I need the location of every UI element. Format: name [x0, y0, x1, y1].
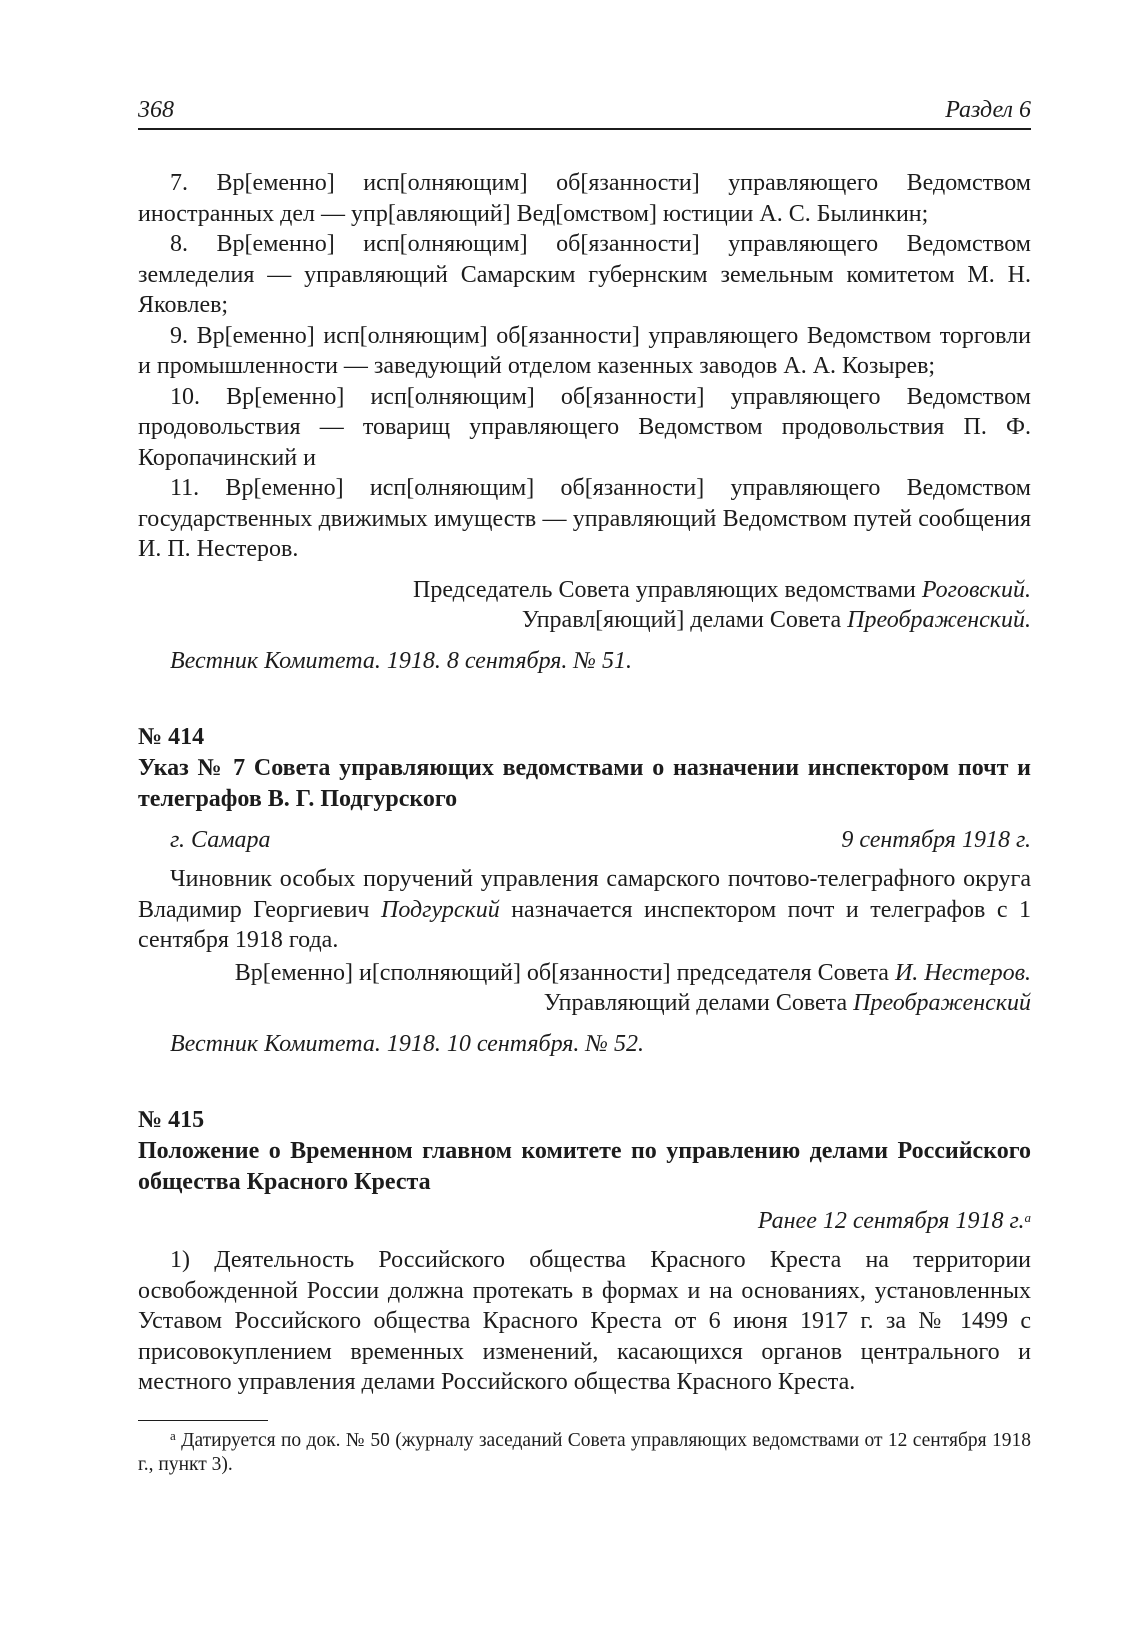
- signatory-name: Преображенский: [853, 990, 1031, 1016]
- signature-line: [138, 988, 1031, 1019]
- signature-block-414: [138, 958, 1031, 1019]
- signatory-role: Управляющий делами Совета: [543, 990, 848, 1016]
- document-date: Ранее 12 сентября 1918 г.: [757, 1207, 1025, 1234]
- running-header: [138, 84, 1031, 130]
- document-text: [138, 864, 1031, 956]
- page-number: 368: [138, 97, 174, 123]
- document-title: Положение о Временном главном комитете по управлению делами Российского общества Красного Креста: [138, 1137, 1031, 1195]
- signatory-name: Роговский.: [921, 576, 1031, 603]
- document-date: 9 сентября 1918 г.: [841, 826, 1031, 853]
- signatory-name: Преображенский.: [847, 607, 1031, 633]
- footnote: [138, 1429, 1031, 1477]
- footnote-marker: а: [1024, 1209, 1031, 1225]
- list-item-7: 7. Вр[еменно] исп[олняющим] об[язанности] управляющего Ведомством иностранных дел — упр[авляющий] Вед[омством] юстиции А. С. Былинкин;: [138, 170, 1031, 227]
- text-part: назначается инспектором почт и телеграфов с 1 сентября 1918 года.: [138, 896, 1031, 953]
- document-page: [138, 84, 1031, 1477]
- list-item-10: 10. Вр[еменно] исп[олняющим] об[язанности] управляющего Ведомством продовольствия — товарищ управляющего Ведомством продовольствия П. Ф. Коропачинский и: [138, 383, 1031, 471]
- section-title: Раздел 6: [945, 97, 1031, 123]
- source-citation-413: Вестник Комитета. 1918. 8 сентября. № 51.: [170, 647, 633, 674]
- document-text: 1) Деятельность Российского общества Красного Креста на территории освобожденной России должна протекать в формах и на основаниях, установленных Уставом Российского общества Красного Креста от 6 июня 1917 г. за № 1499 с присовокуплением временных изменений, касающихся органов центрального и местного управления делами Российского общества Красного Креста.: [138, 1247, 1031, 1395]
- document-number: № 415: [138, 1107, 205, 1133]
- signature-line: [138, 575, 1031, 606]
- document-title: Указ № 7 Совета управляющих ведомствами о назначении инспектором почт и телеграфов В. Г. Подгурского: [138, 754, 1031, 812]
- person-name: Подгурский: [380, 896, 500, 923]
- appointment-list: [138, 168, 1031, 565]
- document-place: г. Самара: [170, 826, 271, 853]
- document-number: № 414: [138, 724, 205, 750]
- footnote-marker: а: [170, 1427, 176, 1443]
- signature-block-413: [138, 575, 1031, 636]
- list-item-9: 9. Вр[еменно] исп[олняющим] об[язанности] управляющего Ведомством торговли и промышленности — заведующий отделом казенных заводов А. А. Козырев;: [138, 322, 1031, 379]
- list-item-11: 11. Вр[еменно] исп[олняющим] об[язанности] управляющего Ведомством государственных движимых имуществ — управляющий Ведомством путей сообщения И. П. Нестеров.: [138, 475, 1031, 562]
- signatory-name: И. Нестеров.: [894, 959, 1031, 986]
- document-414: [138, 722, 1031, 1059]
- signatory-role: Председатель Совета управляющих ведомствами: [413, 576, 916, 603]
- signature-line: [138, 605, 1031, 636]
- footnote-divider: [138, 1420, 268, 1421]
- document-415: [138, 1105, 1031, 1398]
- place-date-line: [138, 825, 1031, 856]
- footnote-text: Датируется по док. № 50 (журналу заседаний Совета управляющих ведомствами от 12 сентября 1918 г., пункт 3).: [138, 1429, 1031, 1475]
- signature-line: [138, 958, 1031, 989]
- source-citation-414: Вестник Комитета. 1918. 10 сентября. № 52.: [170, 1030, 645, 1057]
- list-item-8: 8. Вр[еменно] исп[олняющим] об[язанности] управляющего Ведомством земледелия — управляющий Самарским губернским земельным комитетом М. Н. Яковлев;: [138, 231, 1031, 318]
- document-date-line: [138, 1206, 1031, 1237]
- signatory-role: Управл[яющий] делами Совета: [521, 607, 842, 633]
- text-part: Чиновник особых поручений управления самарского почтово-телеграфного округа Владимир Георгиевич: [138, 866, 1031, 923]
- signatory-role: Вр[еменно] и[сполняющий] об[язанности] председателя Совета: [234, 959, 889, 986]
